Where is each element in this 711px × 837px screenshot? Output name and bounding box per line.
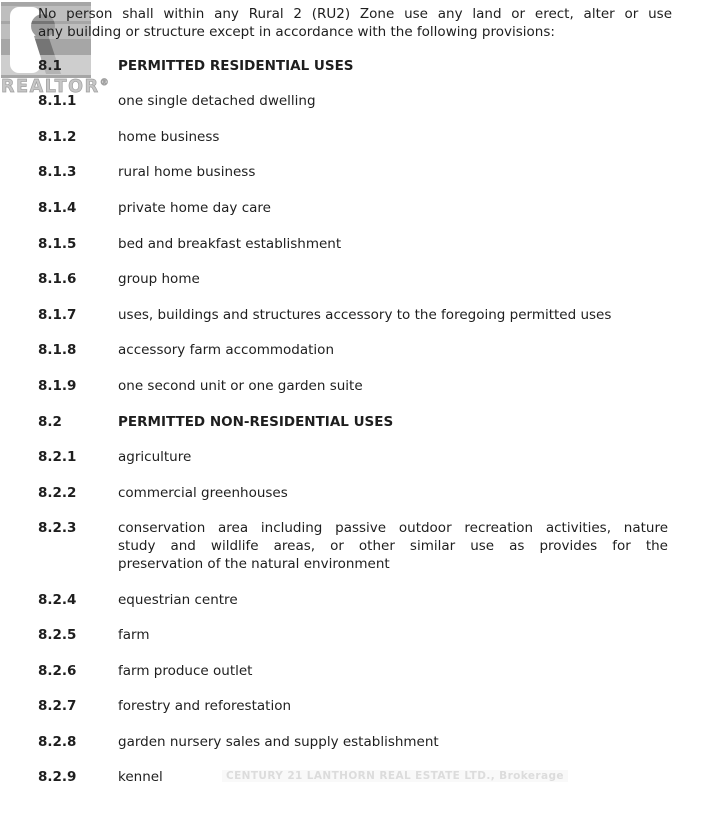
provision-number: 8.1.1	[38, 93, 77, 110]
provision-text: uses, buildings and structures accessory to the foregoing permitted uses	[118, 306, 612, 323]
provision-number: 8.2.8	[38, 733, 77, 750]
provision-row	[38, 734, 711, 752]
provision-row	[38, 698, 711, 716]
section-number: 8.2	[38, 413, 62, 430]
section-heading-row	[38, 414, 711, 432]
provision-row	[38, 592, 711, 610]
provision-row	[38, 342, 711, 360]
provision-number: 8.2.1	[38, 449, 77, 466]
provision-row	[38, 164, 711, 182]
provision-number: 8.1.5	[38, 235, 77, 252]
provision-number: 8.2.3	[38, 520, 77, 537]
provision-text: commercial greenhouses	[118, 484, 288, 501]
provision-number: 8.1.6	[38, 271, 77, 288]
registered-trademark-symbol: ®	[99, 78, 109, 89]
intro-line: any building or structure except in accordance with the following provisions:	[38, 23, 555, 40]
provision-text: farm produce outlet	[118, 662, 253, 679]
provision-number: 8.2.7	[38, 698, 77, 715]
provision-text	[118, 520, 668, 573]
provision-number: 8.2.4	[38, 591, 77, 608]
provision-text: group home	[118, 271, 200, 288]
provision-text: forestry and reforestation	[118, 698, 292, 715]
provision-text-line: preservation of the natural environment	[118, 555, 390, 572]
provision-text: garden nursery sales and supply establishment	[118, 733, 439, 750]
provision-text: home business	[118, 128, 220, 145]
provision-row	[38, 485, 711, 503]
intro-paragraph	[38, 6, 672, 42]
provision-text: agriculture	[118, 449, 192, 466]
provision-row	[38, 93, 711, 111]
provision-text: rural home business	[118, 164, 256, 181]
provision-text: bed and breakfast establishment	[118, 235, 342, 252]
provision-number: 8.1.7	[38, 306, 77, 323]
provision-row	[38, 236, 711, 254]
provision-number: 8.1.9	[38, 377, 77, 394]
intro-line: No person shall within any Rural 2 (RU2) Zone use any land or erect, alter or use	[38, 6, 672, 22]
section-heading-row	[38, 58, 711, 76]
provision-number: 8.2.9	[38, 769, 77, 786]
provision-number: 8.1.2	[38, 128, 77, 145]
provision-text: one single detached dwelling	[118, 93, 316, 110]
provision-number: 8.1.4	[38, 199, 77, 216]
provision-row	[38, 271, 711, 289]
provision-row	[38, 378, 711, 396]
realtor-wordmark-text: REALTOR	[1, 77, 100, 97]
provision-text: one second unit or one garden suite	[118, 377, 363, 394]
provision-text: kennel	[118, 769, 163, 786]
provision-row	[38, 200, 711, 218]
provision-number: 8.1.8	[38, 342, 77, 359]
section-number: 8.1	[38, 57, 62, 74]
provision-row	[38, 769, 711, 787]
provision-row	[38, 627, 711, 645]
provision-row	[38, 520, 711, 573]
provision-row	[38, 663, 711, 681]
provision-number: 8.2.2	[38, 484, 77, 501]
section-title: PERMITTED NON-RESIDENTIAL USES	[118, 413, 394, 430]
provision-number: 8.1.3	[38, 164, 77, 181]
provision-row	[38, 129, 711, 147]
brokerage-watermark: CENTURY 21 LANTHORN REAL ESTATE LTD., Brokerage	[222, 770, 568, 782]
provision-text: accessory farm accommodation	[118, 342, 334, 359]
provision-number: 8.2.6	[38, 662, 77, 679]
provision-text: private home day care	[118, 199, 271, 216]
provision-text: equestrian centre	[118, 591, 238, 608]
section-title: PERMITTED RESIDENTIAL USES	[118, 57, 354, 74]
provision-text: farm	[118, 627, 150, 644]
provision-row	[38, 449, 711, 467]
provision-text-line: conservation area including passive outdoor recreation activities, nature	[118, 520, 668, 537]
provision-number: 8.2.5	[38, 627, 77, 644]
provision-row	[38, 307, 711, 325]
provision-text-line: study and wildlife areas, or other similar use as provides for the	[118, 538, 668, 555]
